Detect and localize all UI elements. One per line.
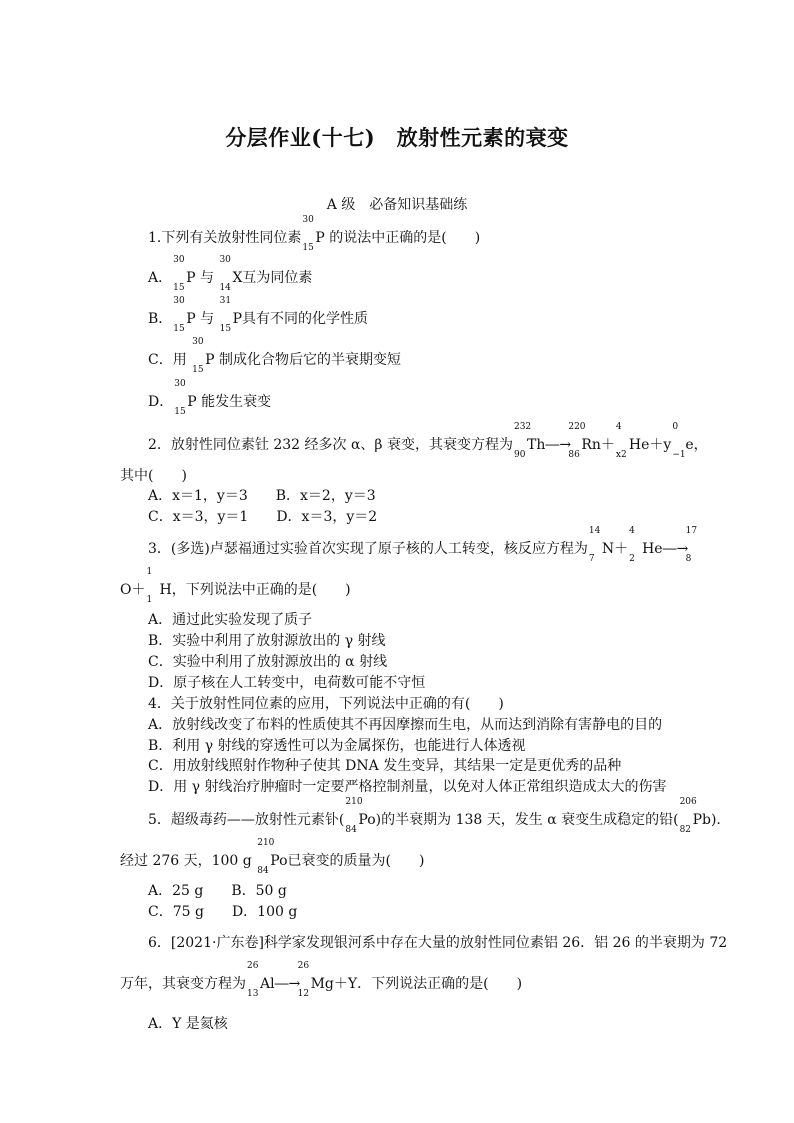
nuclide-o17: 17 8 [685,526,698,564]
q1-option-b: B． 30 15 P 与 31 15 P具有不同的化学性质 [148,296,369,334]
q1-option-c: C．用 30 15 P 制成化合物后它的半衰期变短 [148,337,402,375]
nuclide-th232: 232 90 Th [513,422,546,460]
nuclide-he4: 4 x2 He [615,422,650,460]
nuclide-x30: 30 14 X [219,255,243,293]
nuclide-he4: 4 2 He [629,526,663,564]
page-title: 分层作业(十七) 放射性元素的衰变 [225,125,569,150]
q3-option-a: A．通过此实验发现了质子 [148,612,313,628]
nuclide-al26: 26 13 Al [247,961,275,999]
q5-stem-cont: 经过 276 天，100 g 210 84 Po已衰变的质量为( ) [120,838,425,876]
q4-option-b: B．利用 γ 射线的穿透性可以为金属探伤，也能进行人体透视 [148,738,526,754]
nuclide-p30: 30 15 P [192,337,215,375]
reaction-arrow: ―→ [662,541,689,557]
q2-options-ab: A．x＝1，y＝3 B．x＝2，y＝3 [148,488,376,504]
nuclide-p30: 30 15 P [302,215,325,253]
q3-option-c: C．实验中利用了放射源放出的 α 射线 [148,654,388,670]
q5-stem: 5．超级毒药——放射性元素钋( 210 84 Po)的半衰期为 138 天，发生 α 衰变生成稳定的铅( 206 82 Pb). [148,797,721,835]
q6-option-a: A．Y 是氦核 [148,1016,228,1032]
nuclide-n14: 14 7 N [588,526,615,564]
q3-stem: 3．(多选)卢瑟福通过实验首次实现了原子核的人工转变，核反应方程为 14 7 N＋ 4 2 He―→ 17 8 [148,526,698,564]
q4-option-a: A．放射线改变了布料的性质使其不再因摩擦而生电，从而达到消除有害静电的目的 [148,717,663,733]
reaction-arrow: ―→ [545,437,572,453]
nuclide-pb206: 206 82 Pb [679,797,711,835]
q4-option-c: C．用放射线照射作物种子使其 DNA 发生变异，其结果一定是更优秀的品种 [148,758,622,774]
q6-stem: 6．[2021·广东卷]科学家发现银河系中存在大量的放射性同位素铝 26．铝 26 的半衰期为 72 [148,935,728,951]
section-heading: A 级 必备知识基础练 [326,197,468,213]
q1-stem: 1.下列有关放射性同位素 30 15 P 的说法中正确的是( ) [148,215,481,253]
q6-stem-cont: 万年，其衰变方程为 26 13 Al―→ 26 12 Mg＋Y．下列说法正确的是( ) [120,961,523,999]
nuclide-p30: 30 15 P [173,296,196,334]
nuclide-rn220: 220 86 Rn [568,422,601,460]
nuclide-p30: 30 15 P [173,255,196,293]
q3-option-b: B．实验中利用了放射源放出的 γ 射线 [148,633,386,649]
nuclide-po210: 210 84 Po [345,797,376,835]
q3-stem-cont: O＋ 1 1 H，下列说法中正确的是( ) [120,567,351,605]
q3-option-d: D．原子核在人工转变中，电荷数可能不守恒 [148,675,426,691]
q2-options-cd: C．x＝3，y＝1 D．x＝3，y＝2 [148,509,378,525]
q4-option-d: D．用 γ 射线治疗肿瘤时一定要严格控制剂量，以免对人体正常组织造成太大的伤害 [148,779,667,795]
q4-stem: 4．关于放射性同位素的应用，下列说法中正确的有( ) [148,696,504,712]
q1-option-d: D． 30 15 P 能发生衰变 [148,379,272,417]
nuclide-h1: 1 1 H [146,567,172,605]
q2-stem-cont: 其中( ) [120,468,187,484]
nuclide-p30: 30 15 P [174,379,197,417]
q5-options-ab: A．25 g B．50 g [148,883,287,899]
nuclide-po210: 210 84 Po [257,838,288,876]
nuclide-electron: 0 −1 e [672,422,694,460]
reaction-arrow: ―→ [274,976,301,992]
nuclide-mg26: 26 12 Mg [297,961,334,999]
nuclide-p31: 31 15 P [219,296,243,334]
q1-option-a: A． 30 15 P 与 30 14 X互为同位素 [148,255,313,293]
q5-options-cd: C．75 g D．100 g [148,904,298,920]
q2-stem: 2．放射性同位素钍 232 经多次 α、β 衰变，其衰变方程为 232 90 Th―→ 220 86 Rn＋ 4 x2 He＋y 0 −1 e， [148,422,708,460]
